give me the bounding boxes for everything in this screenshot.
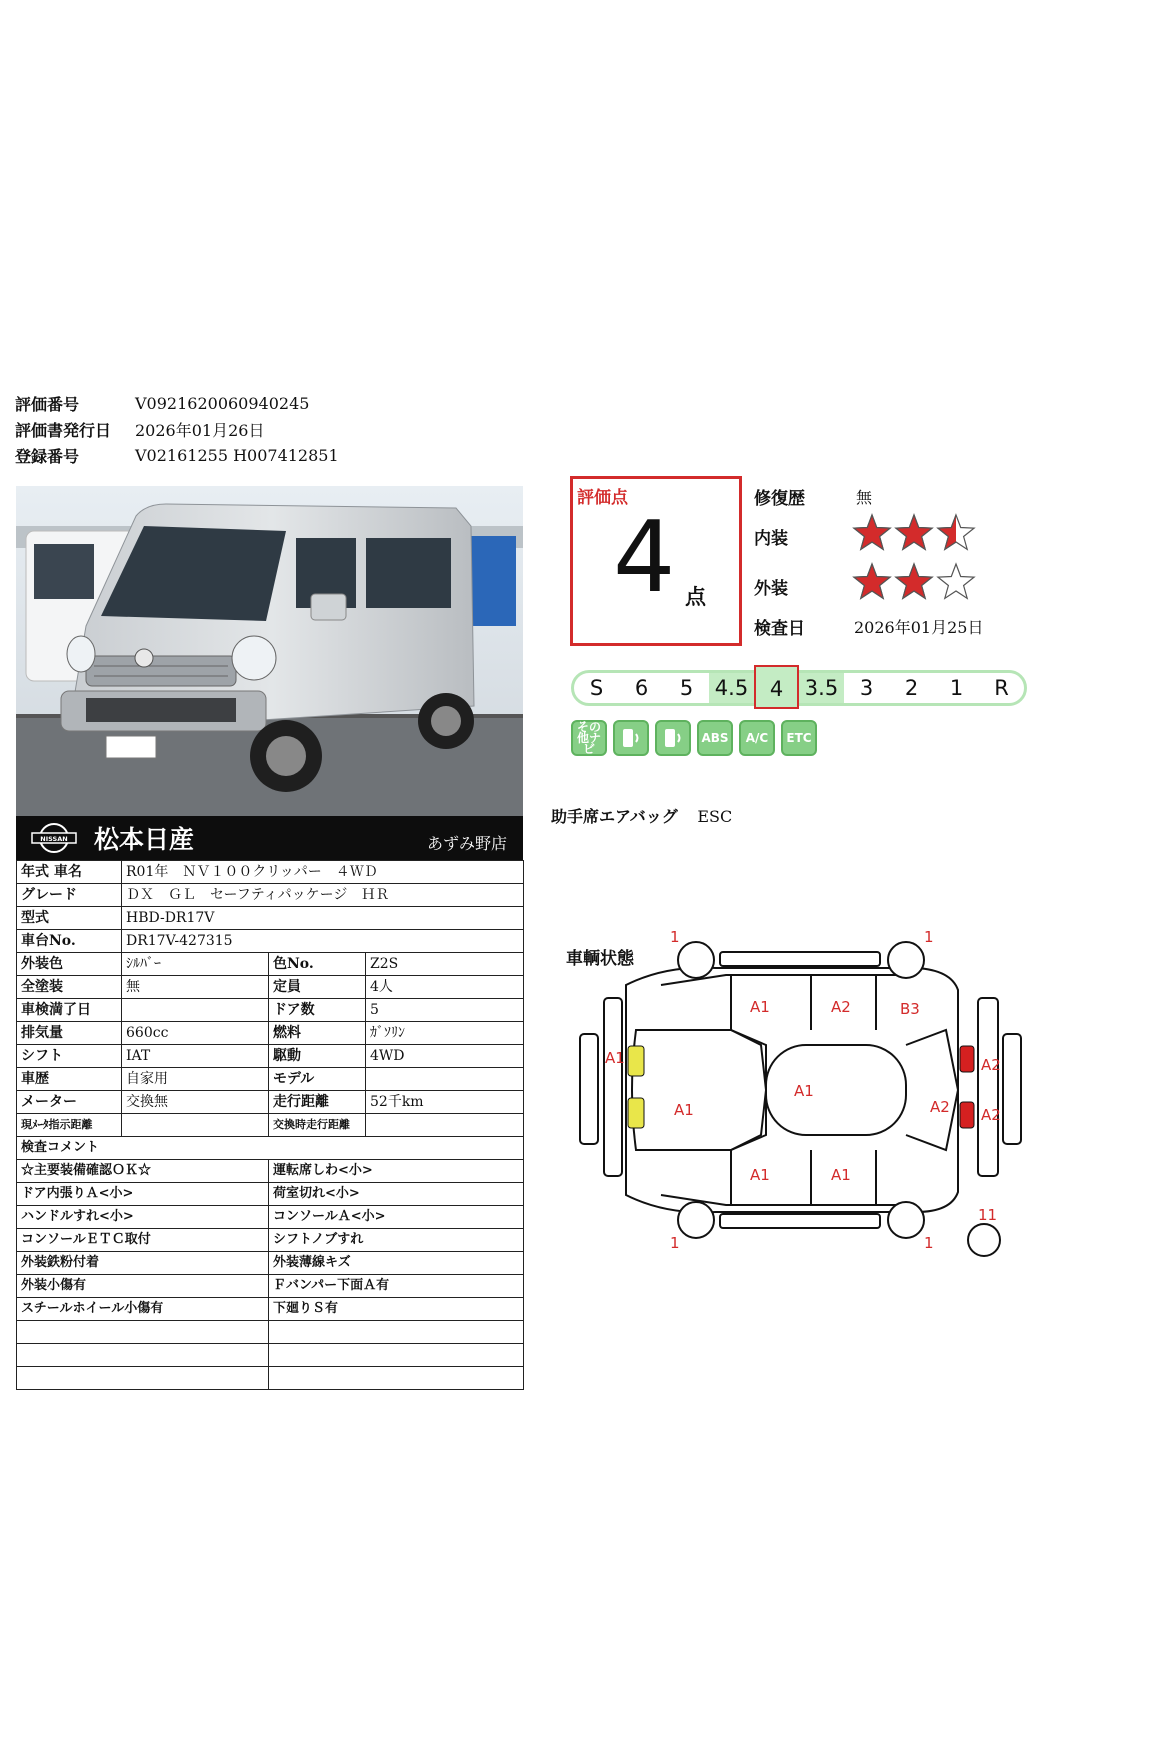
mark-spare-tire: 11: [978, 1206, 998, 1224]
front-lamp-upper: [628, 1046, 644, 1076]
eval-number-label: 評価番号: [15, 394, 80, 414]
issue-date-label: 評価書発行日: [15, 420, 112, 440]
issue-date-row: [15, 416, 264, 442]
comment-right: 下廻りＳ有: [269, 1298, 524, 1321]
inspection-date-label: 検査日: [754, 619, 805, 639]
comment-row: [17, 1183, 524, 1206]
comment-row: [17, 1206, 524, 1229]
color-label: 外装色: [17, 953, 122, 976]
comments-title: 検査コメント: [17, 1137, 524, 1160]
registration-number: V02161255 H007412851: [135, 445, 339, 465]
rear-lamp-lower: [960, 1102, 974, 1128]
mark-tire-rear-left: 1: [924, 930, 934, 946]
rear-window-outline: [906, 1030, 958, 1150]
type-value: HBD-DR17V: [122, 907, 524, 930]
comment-row: [17, 1298, 524, 1321]
doors-label: ドア数: [269, 999, 366, 1022]
esc-label: ESC: [697, 807, 733, 826]
mileage-value: 52千km: [366, 1091, 524, 1114]
comment-rows: [17, 1160, 524, 1390]
capacity-value: 4人: [366, 976, 524, 999]
comment-left: コンソールＥＴＣ取付: [17, 1229, 269, 1252]
current-meter-label: 現ﾒｰﾀ指示距離: [17, 1114, 122, 1137]
rear-bumper-outline: [978, 998, 998, 1176]
history-value: 自家用: [122, 1068, 269, 1091]
mark-rear-lamp-lower: A2: [981, 1106, 1001, 1124]
mark-rear-lamp-upper: A2: [981, 1056, 1001, 1074]
comment-left: [17, 1344, 269, 1367]
comment-left: スチールホイール小傷有: [17, 1298, 269, 1321]
roof-outline: [766, 1045, 906, 1135]
airbag-label: 助手席エアバッグ: [551, 807, 678, 826]
mark-roof: A1: [794, 1082, 814, 1100]
mark-right-front-door: A1: [750, 1166, 770, 1184]
nissan-logo-icon: [30, 821, 78, 855]
grade-3-5: 3.5: [799, 673, 844, 703]
inspection-expiry-label: 車検満了日: [17, 999, 122, 1022]
comment-row: [17, 1229, 524, 1252]
model-year-label: モデル: [269, 1068, 366, 1091]
registration-row: [15, 442, 339, 468]
grade-scale: [571, 670, 1027, 706]
spec-row: [17, 999, 524, 1022]
comment-left: 外装小傷有: [17, 1275, 269, 1298]
comment-row: [17, 1275, 524, 1298]
swap-distance-label: 交換時走行距離: [269, 1114, 366, 1137]
grade-1: 1: [949, 676, 964, 700]
grade-2: 2: [904, 676, 919, 700]
abs-icon: ABS: [697, 720, 733, 756]
displacement-label: 排気量: [17, 1022, 122, 1045]
mark-left-rear-door: A2: [831, 998, 851, 1016]
current-meter-value: [122, 1114, 269, 1137]
tire-front-right-icon: [678, 1202, 714, 1238]
repair-history-label: 修復歴: [754, 489, 805, 509]
meter-label: メーター: [17, 1091, 122, 1114]
power-window-icon: [655, 720, 691, 756]
vehicle-condition-diagram: [566, 930, 1046, 1260]
comment-left: [17, 1321, 269, 1344]
inspection-comments-table: [16, 1136, 524, 1390]
dealer-banner: [16, 816, 523, 860]
comment-row: [17, 1367, 524, 1390]
front-bumper-outline: [604, 998, 622, 1176]
inspection-date: 2026年01月25日: [854, 618, 984, 637]
hood-outline: [632, 1030, 766, 1150]
bottom-side-strip: [720, 1214, 880, 1228]
damage-marks: [605, 930, 1001, 1252]
windshield-outline: [731, 1030, 766, 1150]
tire-rear-right-icon: [888, 1202, 924, 1238]
repaint-value: 無: [122, 976, 269, 999]
mark-rear-door: A2: [930, 1098, 950, 1116]
exterior-stars: [850, 561, 980, 607]
exterior-star-rating: [850, 561, 980, 603]
color-no-label: 色No.: [269, 953, 366, 976]
comment-left: [17, 1367, 269, 1390]
spec-row: [17, 1022, 524, 1045]
shift-label: シフト: [17, 1045, 122, 1068]
comment-row: [17, 1160, 524, 1183]
mileage-label: 走行距離: [269, 1091, 366, 1114]
grade-5: 5: [679, 676, 694, 700]
model-year-value: [366, 1068, 524, 1091]
grade-R: R: [994, 676, 1009, 700]
vehicle-specs-table: [16, 860, 524, 1137]
repaint-label: 全塗装: [17, 976, 122, 999]
tire-front-left-icon: [678, 942, 714, 978]
spec-row: [17, 1114, 524, 1137]
extra-equipment: [551, 804, 746, 827]
spec-row: [17, 1045, 524, 1068]
spec-row: [17, 976, 524, 999]
type-label: 型式: [17, 907, 122, 930]
swap-distance-value: [366, 1114, 524, 1137]
spec-row: [17, 953, 524, 976]
color-value: ｼﾙﾊﾞｰ: [122, 953, 269, 976]
score-value: 4: [613, 501, 676, 615]
spec-row: [17, 1068, 524, 1091]
star-fill-icon: [896, 515, 932, 549]
interior-label: 内装: [754, 529, 788, 549]
comment-left: 外装鉄粉付着: [17, 1252, 269, 1275]
van-illustration: [16, 486, 523, 816]
comments-title-row: [17, 1137, 524, 1160]
exterior-label: 外装: [754, 579, 788, 599]
drive-label: 駆動: [269, 1045, 366, 1068]
repair-history-value: 無: [856, 488, 873, 507]
mark-hood: A1: [674, 1101, 694, 1119]
spec-row: [17, 861, 524, 884]
interior-star-rating: [850, 512, 980, 554]
tire-rear-left-icon: [888, 942, 924, 978]
comment-right: Ｆバンパー下面Ａ有: [269, 1275, 524, 1298]
score-unit: 点: [685, 584, 706, 609]
history-label: 車歴: [17, 1068, 122, 1091]
fuel-label: 燃料: [269, 1022, 366, 1045]
score-box: [570, 476, 742, 646]
registration-label: 登録番号: [15, 446, 80, 466]
model-label: 年式 車名: [17, 861, 122, 884]
displacement-value: 660cc: [122, 1022, 269, 1045]
front-lower-outline: [580, 1034, 598, 1144]
issue-date: 2026年01月26日: [135, 420, 265, 440]
shift-value: IAT: [122, 1045, 269, 1068]
spec-row: [17, 884, 524, 907]
spec-row: [17, 1091, 524, 1114]
capacity-label: 定員: [269, 976, 366, 999]
comment-row: [17, 1321, 524, 1344]
star-icon: [938, 564, 974, 598]
top-side-strip: [720, 952, 880, 966]
comment-left: ハンドルすれ<小>: [17, 1206, 269, 1229]
chassis-label: 車台No.: [17, 930, 122, 953]
chassis-value: DR17V-427315: [122, 930, 524, 953]
mark-tire-front-left: 1: [670, 930, 680, 946]
navigation-icon: その他ナビ: [571, 720, 607, 756]
comment-right: [269, 1321, 524, 1344]
dealer-branch: あずみ野店: [426, 834, 507, 853]
comment-right: 外装薄線キズ: [269, 1252, 524, 1275]
grade-3: 3: [859, 676, 874, 700]
mark-left-rear-quarter: B3: [900, 1000, 920, 1018]
comment-row: [17, 1344, 524, 1367]
grade-4: 4: [754, 665, 799, 709]
comment-left: ドア内張りＡ<小>: [17, 1183, 269, 1206]
spec-row: [17, 907, 524, 930]
nissan-logo-text: NISSAN: [40, 835, 68, 843]
comment-right: [269, 1344, 524, 1367]
dealer-name: 松本日産: [94, 825, 195, 854]
vehicle-photo: [16, 486, 523, 816]
smart-key-icon: [613, 720, 649, 756]
color-no-value: Z2S: [366, 953, 524, 976]
spec-row: [17, 930, 524, 953]
comment-right: [269, 1367, 524, 1390]
mark-left-front-door: A1: [750, 998, 770, 1016]
interior-stars: [850, 512, 980, 558]
comment-row: [17, 1252, 524, 1275]
comment-right: 荷室切れ<小>: [269, 1183, 524, 1206]
star-fill-icon: [854, 564, 890, 598]
eval-number-row: [15, 390, 309, 416]
drive-value: 4WD: [366, 1045, 524, 1068]
score-label: 評価点: [577, 488, 628, 508]
comment-right: 運転席しわ<小>: [269, 1160, 524, 1183]
rear-lower-outline: [1003, 1034, 1021, 1144]
fuel-value: ｶﾞｿﾘﾝ: [366, 1022, 524, 1045]
grade-value: ＤＸ ＧＬ セーフティパッケージ ＨＲ: [122, 884, 524, 907]
star-fill-icon: [854, 515, 890, 549]
air-conditioner-icon: A/C: [739, 720, 775, 756]
eval-number: V0921620060940245: [135, 393, 310, 413]
model-value: R01年 ＮＶ１００クリッパー ４ＷＤ: [122, 861, 524, 884]
mark-tire-rear-right: 1: [924, 1234, 934, 1252]
condition-title: 車輌状態: [566, 949, 634, 969]
spare-tire-icon: [968, 1224, 1000, 1256]
inspection-expiry-value: [122, 999, 269, 1022]
rear-lamp-upper: [960, 1046, 974, 1072]
meter-value: 交換無: [122, 1091, 269, 1114]
grade-S: S: [589, 676, 604, 700]
grade-4-5: 4.5: [709, 673, 754, 703]
etc-icon: ETC: [781, 720, 817, 756]
comment-right: コンソールＡ<小>: [269, 1206, 524, 1229]
grade-6: 6: [634, 676, 649, 700]
comment-left: ☆主要装備確認ＯＫ☆: [17, 1160, 269, 1183]
star-fill-icon: [896, 564, 932, 598]
doors-value: 5: [366, 999, 524, 1022]
mark-tire-front-right: 1: [670, 1234, 680, 1252]
grade-label: グレード: [17, 884, 122, 907]
front-lamp-lower: [628, 1098, 644, 1128]
mark-right-rear-door: A1: [831, 1166, 851, 1184]
comment-right: シフトノブすれ: [269, 1229, 524, 1252]
mark-front-bumper: A1: [605, 1049, 625, 1067]
